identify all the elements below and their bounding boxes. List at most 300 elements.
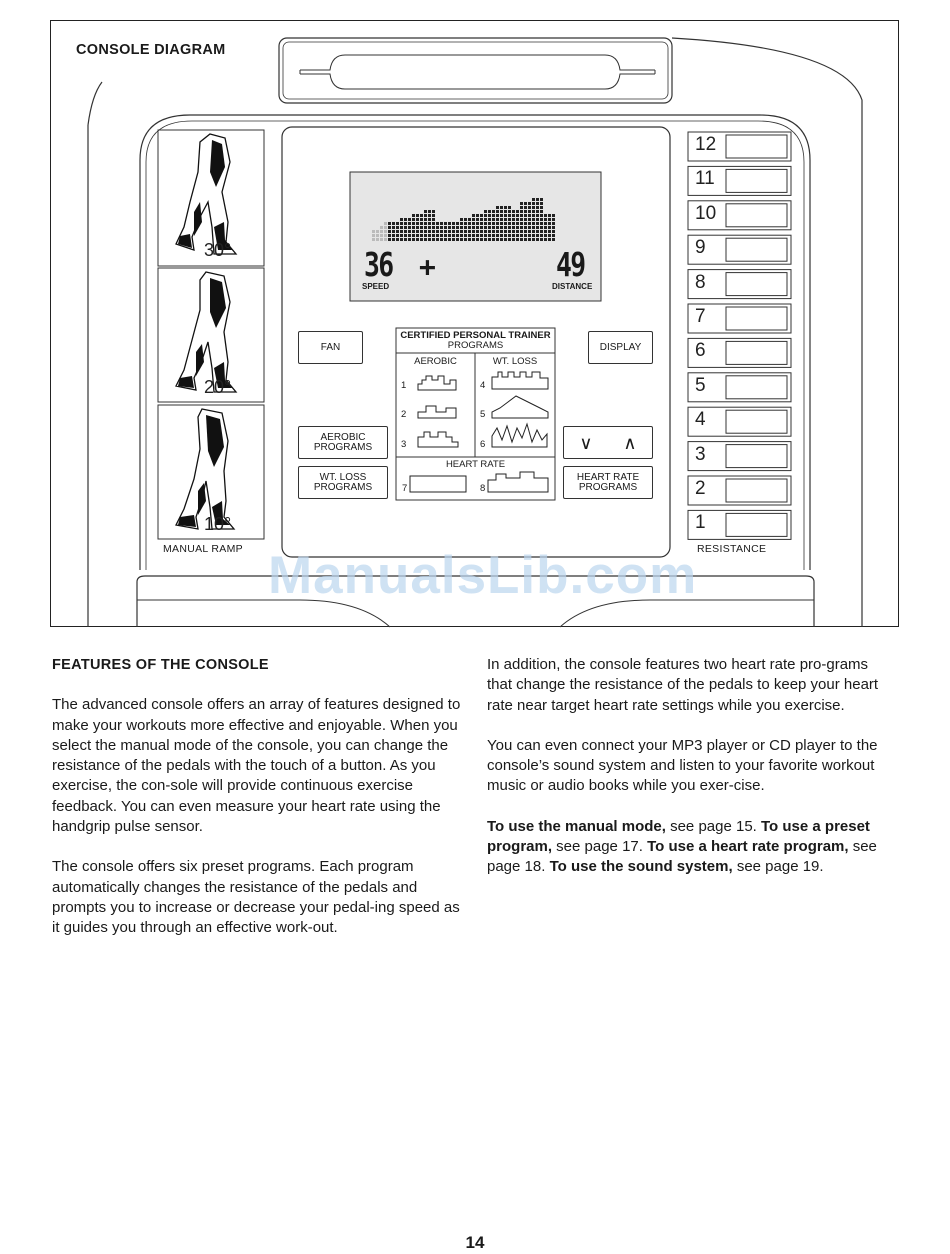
lcd-pixel	[408, 234, 411, 237]
lcd-pixel	[412, 214, 415, 217]
lcd-pixel	[376, 238, 379, 241]
lcd-pixel	[536, 230, 539, 233]
lcd-pixel	[500, 238, 503, 241]
lcd-pixel	[464, 226, 467, 229]
ramp-angle-10: 10°	[204, 514, 232, 534]
distance-readout: 49	[556, 245, 585, 284]
lcd-pixel	[484, 226, 487, 229]
lcd-pixel	[500, 234, 503, 237]
lcd-pixel	[476, 214, 479, 217]
lcd-pixel	[384, 226, 387, 229]
lcd-pixel	[496, 226, 499, 229]
lcd-pixel	[456, 238, 459, 241]
lcd-pixel	[480, 218, 483, 221]
resistance-level-2[interactable]: 2	[695, 478, 706, 499]
lcd-pixel	[420, 234, 423, 237]
lcd-pixel	[432, 226, 435, 229]
lcd-pixel	[456, 234, 459, 237]
lcd-pixel	[484, 222, 487, 225]
lcd-pixel	[524, 214, 527, 217]
lcd-pixel	[540, 230, 543, 233]
up-arrow-icon[interactable]: ∧	[623, 432, 637, 453]
ref-preset-page: see page 17.	[552, 838, 648, 856]
lcd-pixel	[404, 218, 407, 221]
lcd-pixel	[476, 230, 479, 233]
lcd-pixel	[464, 218, 467, 221]
lcd-pixel	[444, 222, 447, 225]
lcd-pixel	[484, 238, 487, 241]
lcd-pixel	[460, 230, 463, 233]
lcd-pixel	[440, 222, 443, 225]
lcd-pixel	[424, 214, 427, 217]
paragraph: The advanced console offers an array of features designed to make your workouts more effective and enjoyable. When you select the manual mode of the console, you can change the resistance of the pedals with the touch of a button. As you exercise, the con-sole will provide continuous exercise feedback. You can even measure your heart rate using the handgrip pulse sensor.	[52, 696, 461, 836]
lcd-pixel	[552, 238, 555, 241]
lcd-pixel	[488, 230, 491, 233]
lcd-pixel	[468, 226, 471, 229]
lcd-pixel	[536, 210, 539, 213]
lcd-pixel	[544, 226, 547, 229]
lcd-pixel	[460, 226, 463, 229]
wt-loss-programs-button[interactable]: WT. LOSS PROGRAMS	[298, 466, 388, 499]
lcd-pixel	[400, 222, 403, 225]
lcd-pixel	[536, 226, 539, 229]
lcd-pixel	[500, 210, 503, 213]
lcd-pixel	[548, 226, 551, 229]
lcd-pixel	[500, 206, 503, 209]
lcd-pixel	[452, 234, 455, 237]
lcd-pixel	[540, 202, 543, 205]
lcd-pixel	[432, 234, 435, 237]
lcd-pixel	[524, 206, 527, 209]
lcd-pixel	[512, 230, 515, 233]
program-number-2: 2	[401, 409, 407, 420]
lcd-pixel	[520, 206, 523, 209]
lcd-pixel	[508, 226, 511, 229]
watermark: ManualsLib.com	[268, 546, 698, 605]
down-arrow-icon[interactable]: ∨	[579, 432, 593, 453]
lcd-pixel	[516, 222, 519, 225]
aerobic-programs-button[interactable]: AEROBIC PROGRAMS	[298, 426, 388, 459]
resistance-level-5[interactable]: 5	[695, 374, 706, 396]
lcd-pixel	[492, 222, 495, 225]
lcd-pixel	[500, 222, 503, 225]
lcd-pixel	[384, 230, 387, 233]
lcd-pixel	[512, 222, 515, 225]
lcd-pixel	[464, 230, 467, 233]
lcd-pixel	[440, 238, 443, 241]
lcd-pixel	[392, 230, 395, 233]
lcd-pixel	[532, 230, 535, 233]
resistance-level-1[interactable]: 1	[695, 512, 706, 534]
lcd-pixel	[520, 218, 523, 221]
lcd-pixel	[432, 230, 435, 233]
lcd-pixel	[524, 222, 527, 225]
lcd-pixel	[404, 238, 407, 241]
lcd-pixel	[488, 214, 491, 217]
lcd-pixel	[516, 234, 519, 237]
lcd-pixel	[432, 222, 435, 225]
lcd-pixel	[384, 238, 387, 241]
lcd-pixel	[552, 234, 555, 237]
ref-manual-page: see page 15.	[665, 817, 761, 835]
lcd-pixel	[528, 210, 531, 213]
lcd-pixel	[540, 234, 543, 237]
lcd-pixel	[504, 238, 507, 241]
lcd-pixel	[512, 218, 515, 221]
lcd-pixel	[396, 222, 399, 225]
lcd-pixel	[480, 234, 483, 237]
lcd-pixel	[476, 218, 479, 221]
lcd-pixel	[400, 230, 403, 233]
heart-rate-row-label: HEART RATE	[445, 459, 506, 470]
lcd-pixel	[476, 234, 479, 237]
lcd-pixel	[544, 238, 547, 241]
ref-sound-page: see page 19.	[732, 858, 824, 876]
lcd-pixel	[396, 238, 399, 241]
lcd-pixel	[500, 218, 503, 221]
lcd-pixel	[384, 222, 387, 225]
lcd-pixel	[544, 214, 547, 217]
lcd-pixel	[412, 222, 415, 225]
program-number-8: 8	[480, 483, 486, 494]
lcd-pixel	[524, 230, 527, 233]
lcd-pixel	[412, 226, 415, 229]
lcd-pixel	[472, 218, 475, 221]
lcd-pixel	[396, 226, 399, 229]
lcd-pixel	[492, 238, 495, 241]
lcd-pixel	[536, 234, 539, 237]
paragraph: In addition, the console features two heart rate pro-grams that change the resistance of the pedals to keep your heart rate near target heart rate settings while you exercise.	[487, 656, 879, 714]
lcd-pixel	[532, 214, 535, 217]
lcd-pixel	[504, 210, 507, 213]
lcd-pixel	[420, 222, 423, 225]
lcd-pixel	[464, 222, 467, 225]
lcd-pixel	[528, 238, 531, 241]
lcd-pixel	[524, 226, 527, 229]
lcd-pixel	[484, 210, 487, 213]
lcd-pixel	[384, 234, 387, 237]
lcd-pixel	[508, 218, 511, 221]
lcd-pixel	[448, 238, 451, 241]
lap-indicator: +	[419, 250, 436, 283]
fan-button[interactable]: FAN	[298, 331, 363, 364]
lcd-pixel	[432, 218, 435, 221]
lcd-pixel	[500, 230, 503, 233]
lcd-pixel	[504, 206, 507, 209]
ramp-angle-20: 20°	[204, 377, 232, 397]
lcd-pixel	[512, 214, 515, 217]
lcd-pixel	[432, 210, 435, 213]
lcd-pixel	[492, 230, 495, 233]
lcd-pixel	[424, 234, 427, 237]
lcd-pixel	[464, 234, 467, 237]
lcd-pixel	[512, 234, 515, 237]
lcd-pixel	[536, 218, 539, 221]
lcd-pixel	[460, 222, 463, 225]
lcd-pixel	[436, 234, 439, 237]
lcd-pixel	[548, 234, 551, 237]
lcd-pixel	[440, 234, 443, 237]
lcd-pixel	[520, 222, 523, 225]
lcd-pixel	[476, 226, 479, 229]
lcd-pixel	[540, 214, 543, 217]
lcd-pixel	[528, 214, 531, 217]
lcd-pixel	[424, 238, 427, 241]
lcd-pixel	[516, 226, 519, 229]
lcd-pixel	[416, 214, 419, 217]
lcd-pixel	[536, 238, 539, 241]
lcd-pixel	[428, 218, 431, 221]
lcd-pixel	[468, 222, 471, 225]
lcd-pixel	[412, 238, 415, 241]
lcd-pixel	[500, 214, 503, 217]
lcd-pixel	[412, 234, 415, 237]
lcd-pixel	[544, 230, 547, 233]
lcd-pixel	[540, 226, 543, 229]
lcd-pixel	[532, 222, 535, 225]
paragraph: The console offers six preset programs. Each program automatically changes the resistance of the pedals and prompts you to increase or decrease your pedal-ing speed as it guides you through an effective work-out.	[52, 858, 460, 937]
program-panel-subtitle: PROGRAMS	[447, 340, 504, 351]
lcd-pixel	[496, 234, 499, 237]
lcd-pixel	[416, 238, 419, 241]
lcd-pixel	[424, 226, 427, 229]
resistance-arrows-button[interactable]	[563, 426, 653, 459]
lcd-pixel	[388, 226, 391, 229]
lcd-pixel	[416, 218, 419, 221]
lcd-pixel	[376, 234, 379, 237]
lcd-pixel	[448, 234, 451, 237]
lcd-pixel	[508, 238, 511, 241]
program-number-1: 1	[401, 380, 407, 391]
lcd-pixel	[380, 226, 383, 229]
lcd-pixel	[508, 234, 511, 237]
lcd-pixel	[388, 230, 391, 233]
lcd-pixel	[376, 230, 379, 233]
lcd-pixel	[380, 230, 383, 233]
right-column	[487, 655, 897, 898]
lcd-pixel	[508, 206, 511, 209]
display-button[interactable]: DISPLAY	[588, 331, 653, 364]
page-references	[487, 817, 897, 878]
lcd-pixel	[444, 226, 447, 229]
lcd-pixel	[444, 238, 447, 241]
lcd-pixel	[532, 238, 535, 241]
lcd-pixel	[440, 226, 443, 229]
lcd-pixel	[404, 234, 407, 237]
lcd-pixel	[420, 226, 423, 229]
lcd-pixel	[460, 218, 463, 221]
lcd-pixel	[528, 226, 531, 229]
lcd-pixel	[492, 226, 495, 229]
lcd-pixel	[460, 234, 463, 237]
lcd-pixel	[504, 234, 507, 237]
lcd-pixel	[524, 234, 527, 237]
lcd-pixel	[416, 222, 419, 225]
lcd-pixel	[504, 214, 507, 217]
lcd-pixel	[488, 238, 491, 241]
lcd-pixel	[548, 230, 551, 233]
lcd-pixel	[448, 222, 451, 225]
lcd-pixel	[540, 222, 543, 225]
lcd-pixel	[380, 238, 383, 241]
lcd-pixel	[388, 238, 391, 241]
lcd-pixel	[520, 214, 523, 217]
lcd-pixel	[520, 230, 523, 233]
lcd-pixel	[452, 226, 455, 229]
lcd-pixel	[408, 218, 411, 221]
program-number-7: 7	[402, 483, 408, 494]
lcd-pixel	[496, 218, 499, 221]
lcd-pixel	[492, 218, 495, 221]
lcd-pixel	[428, 222, 431, 225]
lcd-pixel	[552, 214, 555, 217]
heart-rate-programs-button[interactable]: HEART RATE PROGRAMS	[563, 466, 653, 499]
lcd-pixel	[372, 234, 375, 237]
lcd-pixel	[464, 238, 467, 241]
lcd-pixel	[428, 230, 431, 233]
lcd-pixel	[520, 210, 523, 213]
lcd-pixel	[416, 226, 419, 229]
lcd-pixel	[512, 210, 515, 213]
speed-readout: 36	[364, 245, 393, 284]
page-number: 14	[465, 1233, 485, 1252]
ref-preset: To use a preset program,	[487, 817, 870, 856]
lcd-pixel	[436, 226, 439, 229]
lcd-pixel	[416, 230, 419, 233]
lcd-pixel	[532, 218, 535, 221]
lcd-pixel	[536, 222, 539, 225]
resistance-level-4[interactable]: 4	[695, 409, 706, 431]
ramp-angle-30: 30°	[204, 240, 232, 260]
lcd-pixel	[408, 222, 411, 225]
lcd-pixel	[460, 238, 463, 241]
lcd-pixel	[480, 230, 483, 233]
section-heading: FEATURES OF THE CONSOLE	[52, 657, 269, 673]
resistance-level-10[interactable]: 10	[695, 202, 717, 224]
resistance-label: RESISTANCE	[697, 543, 767, 555]
lcd-pixel	[528, 202, 531, 205]
diagram-title: CONSOLE DIAGRAM	[76, 42, 226, 58]
lcd-pixel	[552, 222, 555, 225]
distance-label: DISTANCE	[552, 282, 593, 291]
lcd-pixel	[452, 238, 455, 241]
lcd-pixel	[508, 230, 511, 233]
lcd-pixel	[552, 226, 555, 229]
lcd-pixel	[504, 226, 507, 229]
lcd-pixel	[444, 234, 447, 237]
lcd-pixel	[540, 218, 543, 221]
lcd-pixel	[396, 230, 399, 233]
lcd-pixel	[448, 230, 451, 233]
ref-heart-rate-page: see page 18.	[487, 838, 877, 876]
lcd-pixel	[396, 234, 399, 237]
lcd-pixel	[508, 210, 511, 213]
lcd-pixel	[488, 222, 491, 225]
lcd-pixel	[532, 226, 535, 229]
lcd-pixel	[372, 238, 375, 241]
lcd-pixel	[524, 210, 527, 213]
lcd-pixel	[468, 238, 471, 241]
lcd-pixel	[468, 218, 471, 221]
lcd-pixel	[484, 234, 487, 237]
resistance-level-7[interactable]: 7	[695, 306, 706, 327]
ref-heart-rate: To use a heart rate program,	[647, 838, 849, 856]
lcd-pixel	[420, 218, 423, 221]
lcd-pixel	[392, 238, 395, 241]
lcd-pixel	[400, 234, 403, 237]
lcd-pixel	[436, 222, 439, 225]
lcd-pixel	[532, 202, 535, 205]
lcd-pixel	[404, 226, 407, 229]
ref-manual: To use the manual mode,	[487, 817, 666, 835]
lcd-pixel	[536, 202, 539, 205]
lcd-pixel	[428, 210, 431, 213]
lcd-pixel	[472, 222, 475, 225]
lcd-pixel	[428, 234, 431, 237]
lcd-pixel	[480, 214, 483, 217]
program-number-6: 6	[480, 439, 486, 450]
lcd-pixel	[524, 202, 527, 205]
lcd-pixel	[532, 206, 535, 209]
lcd-pixel	[416, 234, 419, 237]
lcd-pixel	[400, 226, 403, 229]
lcd-pixel	[524, 238, 527, 241]
lcd-pixel	[500, 226, 503, 229]
resistance-level-6[interactable]: 6	[695, 340, 706, 362]
lcd-pixel	[496, 222, 499, 225]
lcd-pixel	[432, 238, 435, 241]
lcd-pixel	[540, 206, 543, 209]
lcd-pixel	[488, 218, 491, 221]
lcd-pixel	[520, 234, 523, 237]
lcd-pixel	[484, 214, 487, 217]
resistance-level-12[interactable]: 12	[695, 134, 717, 155]
lcd-pixel	[520, 202, 523, 205]
speed-label: SPEED	[362, 282, 390, 291]
lcd-pixel	[424, 230, 427, 233]
lcd-pixel	[412, 230, 415, 233]
lcd-pixel	[548, 238, 551, 241]
resistance-level-8[interactable]: 8	[695, 271, 706, 293]
lcd-pixel	[496, 206, 499, 209]
lcd-pixel	[540, 210, 543, 213]
lcd-pixel	[552, 218, 555, 221]
resistance-level-11[interactable]: 11	[695, 168, 715, 190]
resistance-level-3[interactable]: 3	[695, 443, 706, 465]
lcd-pixel	[488, 234, 491, 237]
lcd-pixel	[420, 214, 423, 217]
lcd-pixel	[552, 230, 555, 233]
lcd-pixel	[472, 234, 475, 237]
lcd-pixel	[392, 222, 395, 225]
lcd-pixel	[428, 226, 431, 229]
lcd-pixel	[536, 206, 539, 209]
lcd-pixel	[528, 206, 531, 209]
lcd-pixel	[456, 230, 459, 233]
lcd-pixel	[496, 214, 499, 217]
lcd-pixel	[496, 230, 499, 233]
lcd-pixel	[456, 222, 459, 225]
lcd-pixel	[548, 214, 551, 217]
lcd-pixel	[452, 222, 455, 225]
lcd-pixel	[492, 234, 495, 237]
lcd-pixel	[392, 234, 395, 237]
lcd-pixel	[452, 230, 455, 233]
lcd-pixel	[532, 234, 535, 237]
resistance-level-9[interactable]: 9	[695, 237, 706, 259]
aerobic-column-label: AEROBIC	[414, 356, 457, 367]
lcd-pixel	[484, 230, 487, 233]
